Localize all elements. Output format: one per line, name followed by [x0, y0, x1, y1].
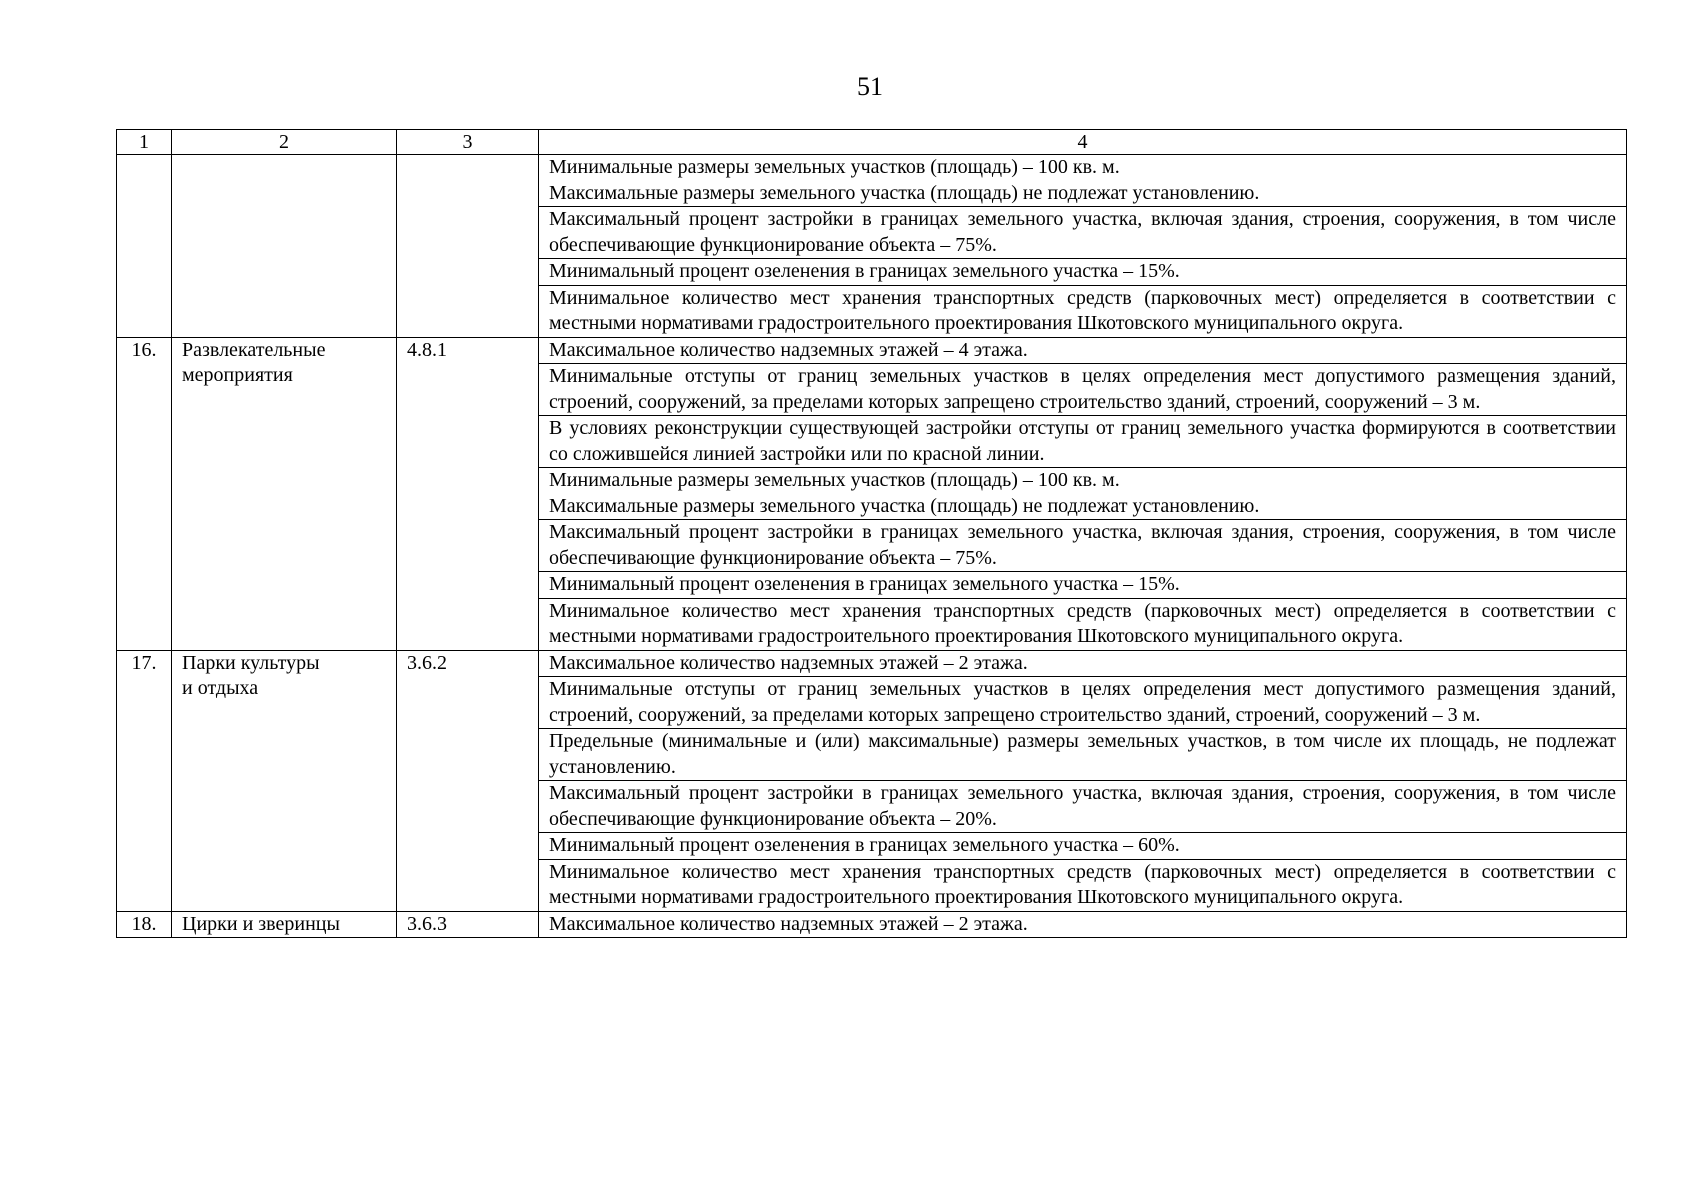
use-type-name-cell [172, 650, 397, 911]
requirement-cell [539, 520, 1627, 572]
requirement-text: Минимальный процент озеленения в границах земельного участка – 15%. [549, 573, 1180, 595]
use-code-cell: 3.6.3 [397, 911, 539, 938]
use-type-name-line: мероприятия [182, 364, 293, 386]
requirement-text: Минимальное количество мест хранения транспортных средств (парковочных мест) определяется в соответствии с местными нормативами градостроительного проектирования Шкотовского муниципального округа. [549, 860, 1616, 908]
requirement-cell [539, 364, 1627, 416]
table-row [117, 337, 1627, 364]
requirement-cell [539, 833, 1627, 860]
continued-num-cell [117, 155, 172, 338]
table-body [117, 130, 1627, 938]
requirement-text: Минимальный процент озеленения в границах земельного участка – 15%. [549, 260, 1180, 282]
requirement-text: Минимальное количество мест хранения транспортных средств (парковочных мест) определяется в соответствии с местными нормативами градостроительного проектирования Шкотовского муниципального округа. [549, 286, 1616, 334]
requirement-text: Максимальный процент застройки в границах земельного участка, включая здания, строения, сооружения, в том числе обеспечивающие функционирование объекта – 20%. [549, 782, 1616, 830]
requirement-cell [539, 207, 1627, 259]
page-number: 51 [857, 72, 883, 101]
use-code-cell: 3.6.2 [397, 650, 539, 911]
regulations-table [116, 129, 1627, 938]
requirement-text: Минимальные размеры земельных участков (площадь) – 100 кв. м. [549, 469, 1120, 491]
requirement-text: Максимальный процент застройки в границах земельного участка, включая здания, строения, сооружения, в том числе обеспечивающие функционирование объекта – 75%. [549, 208, 1616, 256]
use-type-name-line: Развлекательные [182, 338, 326, 361]
use-type-name-cell [172, 911, 397, 938]
requirement-cell [539, 285, 1627, 337]
table-row [117, 650, 1627, 677]
requirement-cell [539, 729, 1627, 781]
requirement-text: Минимальные размеры земельных участков (площадь) – 100 кв. м. [549, 156, 1120, 178]
requirement-cell [539, 155, 1627, 207]
column-header-2: 2 [172, 130, 397, 155]
requirement-cell [539, 781, 1627, 833]
requirement-cell [539, 337, 1627, 364]
requirement-cell [539, 598, 1627, 650]
column-header-row [117, 130, 1627, 155]
use-code-cell: 4.8.1 [397, 337, 539, 650]
column-header-3: 3 [397, 130, 539, 155]
requirement-text: Минимальные отступы от границ земельных участков в целях определения мест допустимого размещения зданий, строений, сооружений, за пределами которых запрещено строительство зданий, строений, сооружений – 3 м. [549, 365, 1616, 413]
requirement-text: Максимальное количество надземных этажей – 2 этажа. [549, 651, 1028, 674]
continued-name-cell [172, 155, 397, 338]
continued-code-cell [397, 155, 539, 338]
use-type-name-cell [172, 337, 397, 650]
row-number-cell: 18. [117, 911, 172, 938]
requirement-text: Максимальные размеры земельного участка (площадь) не подлежат установлению. [549, 181, 1260, 204]
use-type-name-line: Цирки и зверинцы [182, 912, 340, 935]
requirement-text: Минимальный процент озеленения в границах земельного участка – 60%. [549, 834, 1180, 856]
table-row [117, 155, 1627, 207]
requirement-cell [539, 572, 1627, 599]
requirement-text: Максимальное количество надземных этажей – 2 этажа. [549, 912, 1028, 935]
requirement-text: Предельные (минимальные и (или) максимальные) размеры земельных участков, в том числе их площадь, не подлежат установлению. [549, 730, 1616, 778]
requirement-cell [539, 416, 1627, 468]
requirement-text: Максимальный процент застройки в границах земельного участка, включая здания, строения, сооружения, в том числе обеспечивающие функционирование объекта – 75%. [549, 521, 1616, 569]
column-header-4: 4 [539, 130, 1627, 155]
requirement-cell [539, 259, 1627, 286]
requirement-text: Максимальные размеры земельного участка (площадь) не подлежат установлению. [549, 494, 1260, 517]
requirement-text: Минимальное количество мест хранения транспортных средств (парковочных мест) определяется в соответствии с местными нормативами градостроительного проектирования Шкотовского муниципального округа. [549, 599, 1616, 647]
use-type-name-line: и отдыха [182, 677, 259, 699]
row-number-cell: 17. [117, 650, 172, 911]
table-row [117, 911, 1627, 938]
requirement-cell [539, 468, 1627, 520]
requirement-text: Минимальные отступы от границ земельных участков в целях определения мест допустимого размещения зданий, строений, сооружений, за пределами которых запрещено строительство зданий, строений, сооружений – 3 м. [549, 678, 1616, 726]
requirement-cell [539, 677, 1627, 729]
requirement-cell [539, 911, 1627, 938]
column-header-1: 1 [117, 130, 172, 155]
use-type-name-line: Парки культуры [182, 651, 320, 674]
requirement-text: В условиях реконструкции существующей застройки отступы от границ земельного участка формируются в соответствии со сложившейся линией застройки или по красной линии. [549, 417, 1616, 465]
requirement-cell [539, 859, 1627, 911]
requirement-cell [539, 650, 1627, 677]
row-number-cell: 16. [117, 337, 172, 650]
requirement-text: Максимальное количество надземных этажей – 4 этажа. [549, 338, 1028, 361]
